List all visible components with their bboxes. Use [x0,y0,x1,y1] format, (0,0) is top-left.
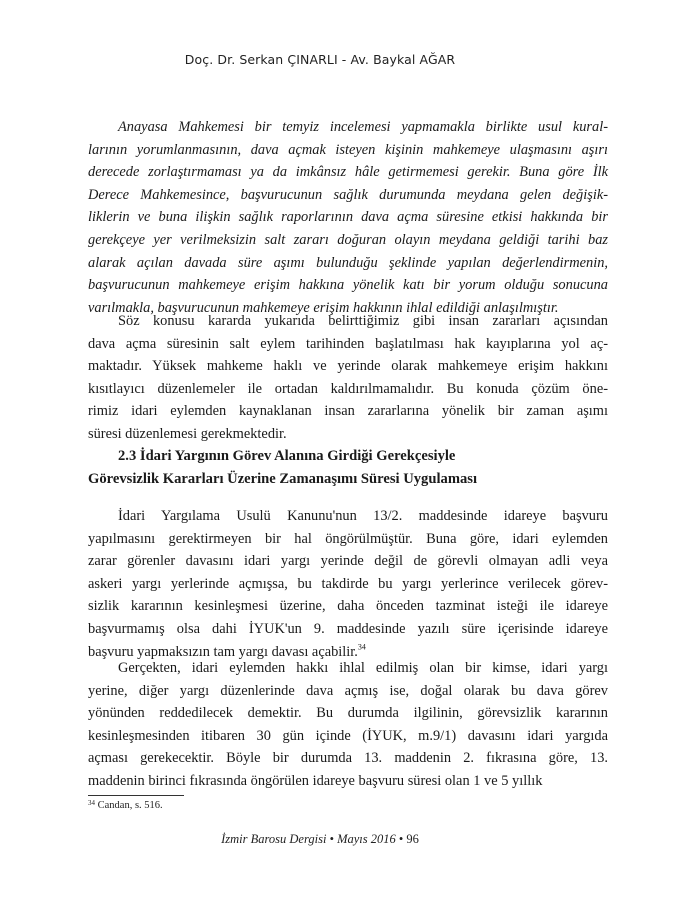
text-line: rimiz idari eylemden kaynaklanan insan zararlarına yönelik bir zaman aşımı [88,403,608,420]
text-line: maktadır. Yüksek mahkeme haklı ve yerinde olarak mahkemeye erişim hakkını [88,358,608,375]
text-line: zarar görenler davasını idari yargı yerinde değil de görevli olmayan adli veya [88,553,608,570]
text-line: 2.3 İdari Yargının Görev Alanına Girdiği Gerekçesiyle [118,448,456,464]
paragraph-commentary [88,310,608,446]
footnote-text: Candan, s. 516. [97,800,163,811]
text-line: yapılmasını gerektirmeyen bir hal öngörülmüştür. Buna göre, idari eylemden [88,530,608,547]
text-line: başvuru yapmaksızın tam yargı davası açabilir. [88,643,358,660]
text-line: derecede zorlaştırmaması ya da imkânsız hâle getirmemesi gerekir. Buna göre İlk [88,164,608,181]
footnote-number: 34 [88,799,95,807]
text-line: liklerin ve buna ilişkin sağlık raporlarının dava açma süresine etkisi hakkında bir [88,209,608,226]
text-line: yerine, diğer yargı düzenlerinde dava açmış ise, doğal olarak bu dava görev [88,682,608,699]
footnote-divider [88,795,184,796]
running-footer [0,832,640,847]
text-line: alarak açılan davada süre aşımı bulunduğu şeklinde yapılan değerlendirmenin, [88,254,608,271]
journal-name: İzmir Barosu Dergisi [221,832,327,846]
issue-date: Mayıs 2016 [337,832,396,846]
paragraph-explanation [88,657,608,793]
text-line: İdari Yargılama Usulü Kanunu'nun 13/2. maddesinde idareye başvuru [118,508,608,524]
text-line: başvurucunun mahkemeye erişim hakkına yönelik katı bir yorum olduğu sonucuna [88,277,608,294]
text-line: yönünden reddedilecek demektir. Bu durumda ilgilinin, görevsizlik kararının [88,705,608,722]
paragraph-iyuk-article [88,505,608,663]
text-line: sizlik kararının kesinleşmesi üzerine, daha önceden tazminat isteği ile idareye [88,598,608,615]
text-line: Anayasa Mahkemesi bir temyiz incelemesi yapmamakla birlikte usul kural- [118,119,608,135]
section-heading [88,445,608,490]
footer-separator-2: • [398,832,404,846]
text-line: maddenin birinci fıkrasında öngörülen idareye başvuru süresi olan 1 ve 5 yıllık [88,772,543,789]
text-line: Derece Mahkemesince, başvurucunun sağlık durumunda meydana gelen değişik- [88,186,608,203]
text-line: dava açma süresinin salt eylem tarihinden başlatılması hak kayıplarına yol aç- [88,335,608,352]
footer-separator: • [329,832,334,846]
text-line: gerekçeye yer verilmeksizin salt zararı doğuran olayın meydana geldiği tarihi baz [88,231,608,248]
text-line: Görevsizlik Kararları Üzerine Zamanaşımı Süresi Uygulaması [88,470,478,487]
text-line: larının yorumlanmasının, dava açmak isteyen kişinin mahkemeye ulaşmasını aşırı [88,141,608,158]
text-line: açması gerekecektir. Böyle bir durumda 13. maddenin 2. fıkrasına göre, 13. [88,750,608,767]
text-line: kesinleşmesinden itibaren 30 gün içinde (İYUK, m.9/1) davasını idari yargıda [88,727,608,744]
text-line: kısıtlayıcı düzenlemeler ile ortadan kaldırılmamalıdır. Bu konuda çözüm öne- [88,380,608,397]
text-line: başvurmamış olsa dahi İYUK'un 9. maddesinde yazılı süre içerisinde idareye [88,620,608,637]
paragraph-italic-quote [88,116,608,319]
text-line: Söz konusu kararda yukarıda belirttiğimiz gibi insan zararları açısından [118,313,608,329]
text-line: süresi düzenlemesi gerekmektedir. [88,425,287,442]
running-header: Doç. Dr. Serkan ÇINARLI - Av. Baykal AĞAR [184,52,456,67]
footnote-ref: 34 [357,642,366,652]
text-line: varılmakla, başvurucunun mahkemeye erişim hakkının ihlal edildiği anlaşılmıştır. [88,299,559,316]
footnote [88,800,163,811]
text-line: askeri yargı yerlerinde açmışsa, bu takdirde bu yargı yerlerince verilecek görev- [88,575,608,592]
text-line: Gerçekten, idari eylemden hakkı ihlal edilmiş olan bir kimse, idari yargı [118,660,608,676]
page-number: 96 [406,832,419,846]
